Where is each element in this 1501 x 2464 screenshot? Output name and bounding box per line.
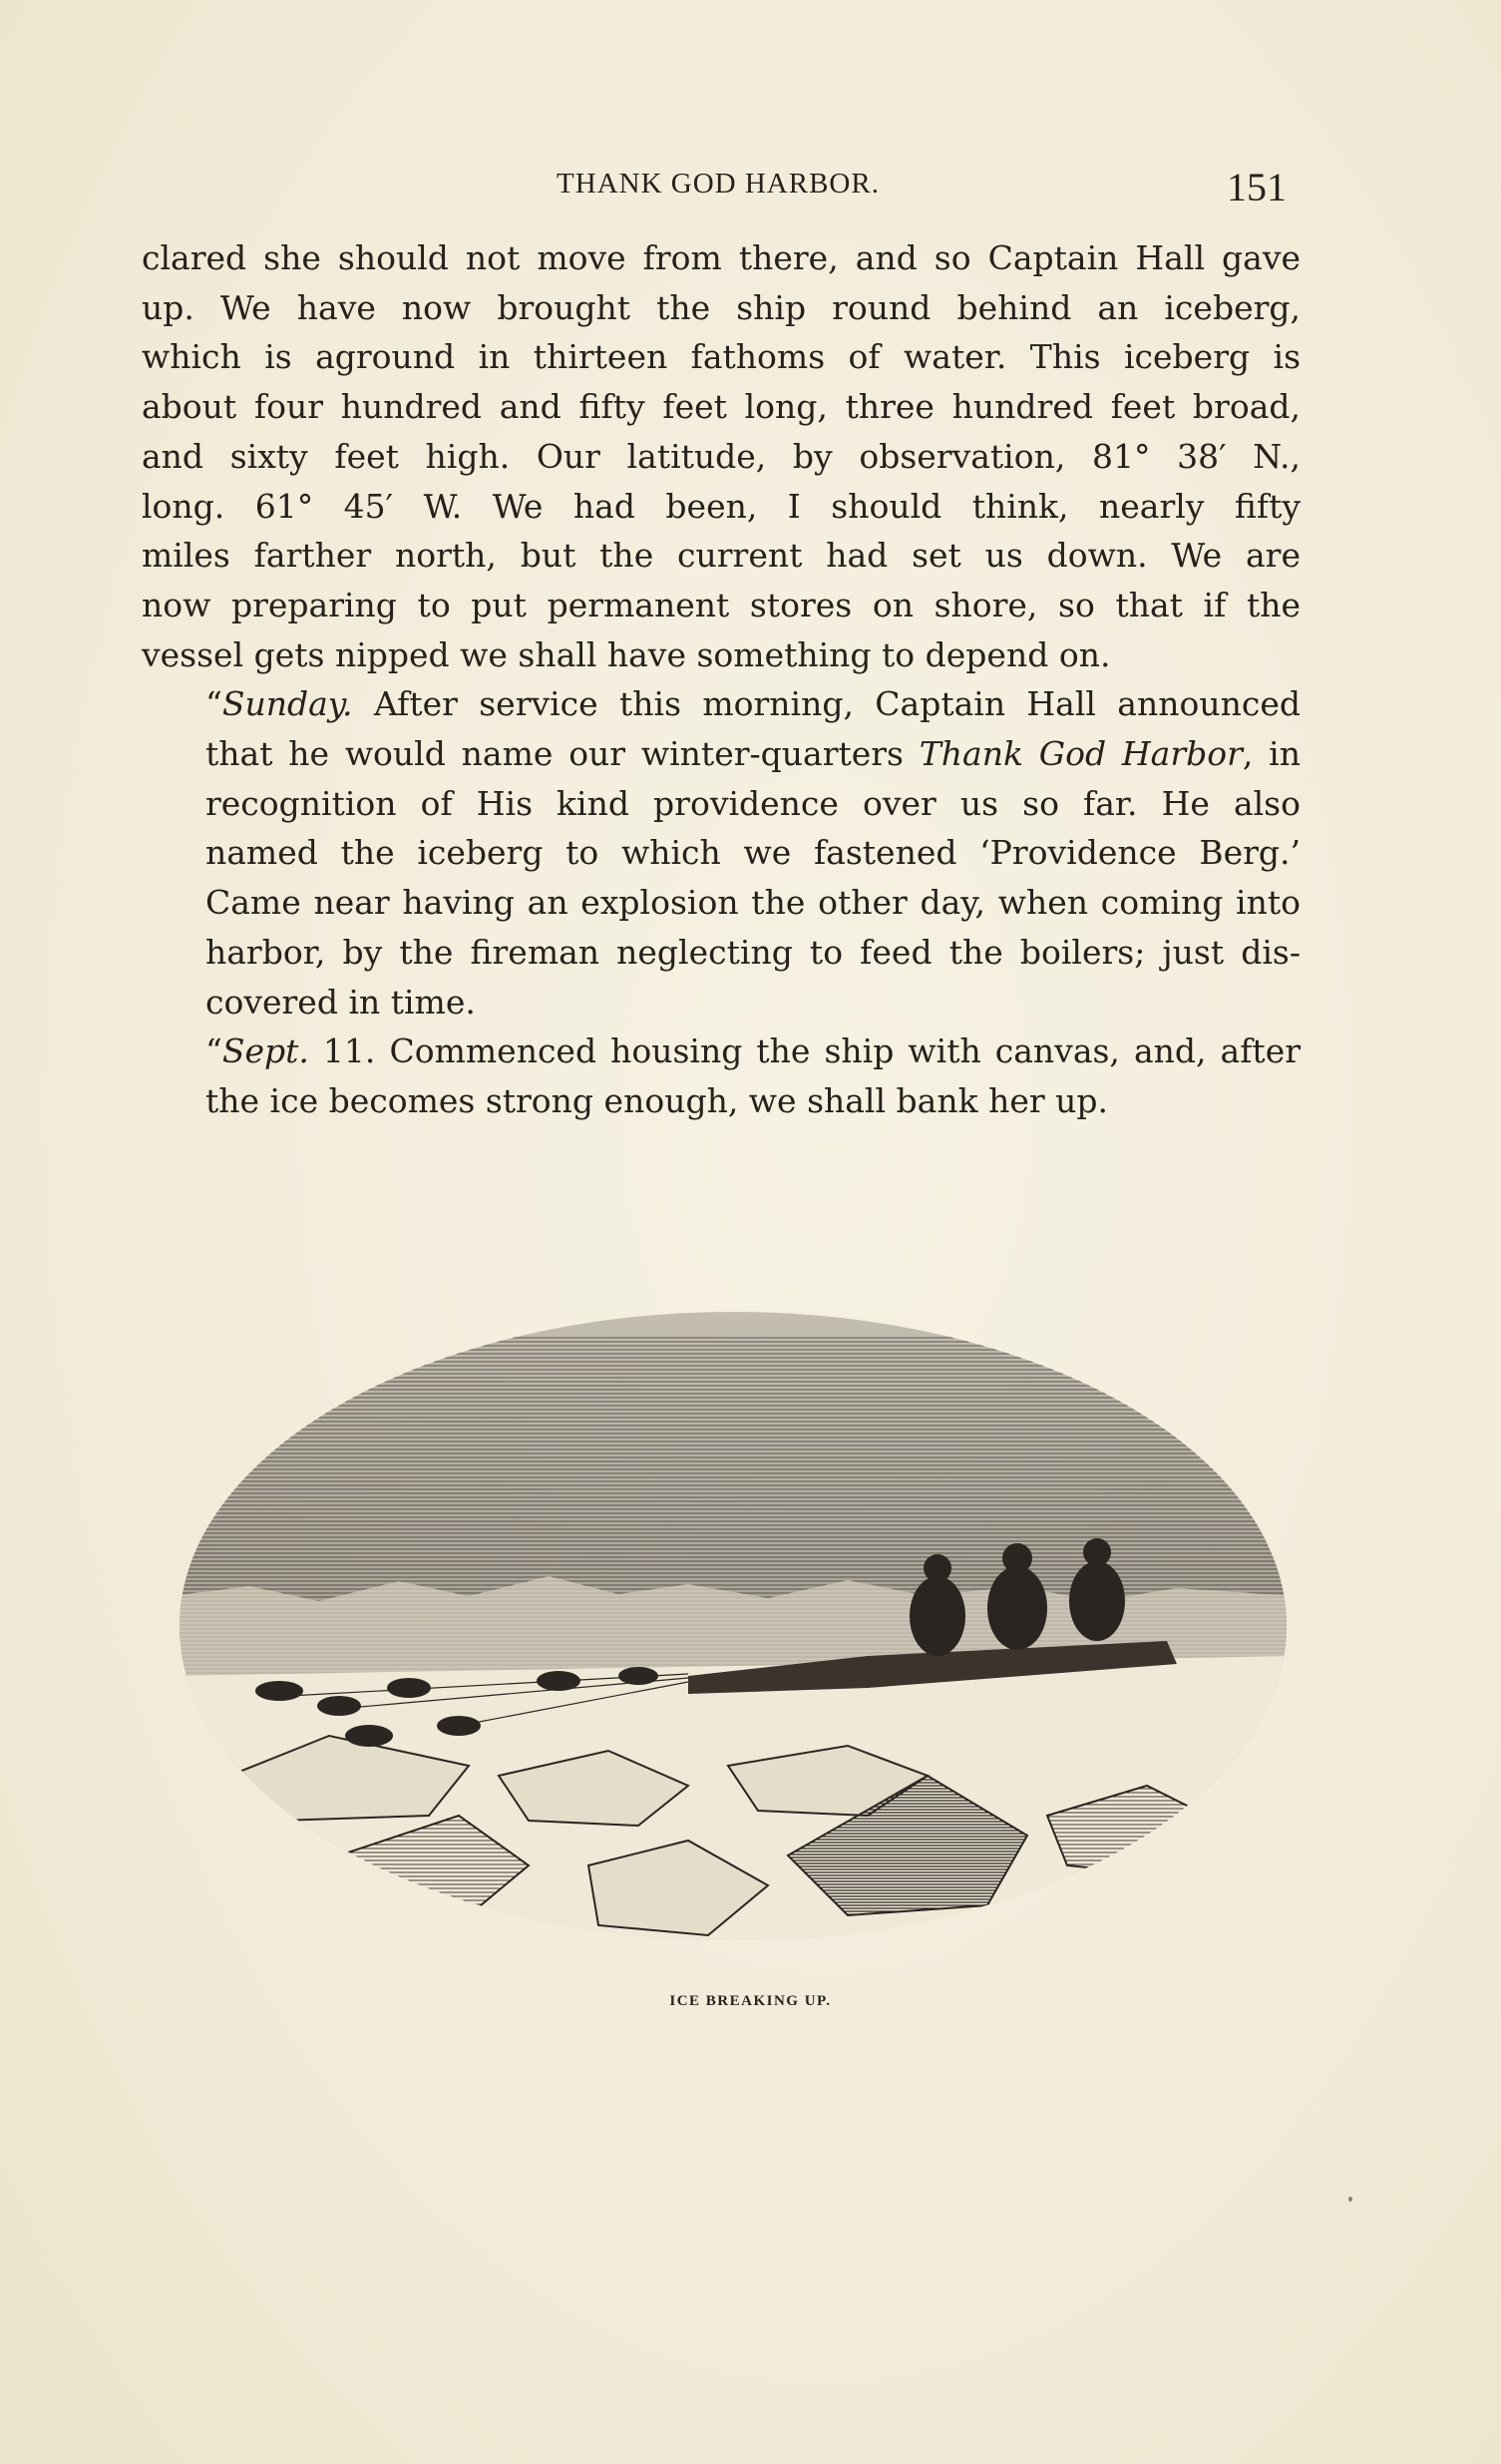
text-run: “ bbox=[205, 1031, 222, 1071]
body-text bbox=[142, 233, 1301, 1126]
italic-text: Sunday. bbox=[221, 684, 353, 724]
text-run: about four hundred and fifty feet long, three hundred feet broad, bbox=[142, 387, 1301, 427]
text-line bbox=[142, 382, 1301, 432]
text-line bbox=[142, 482, 1301, 532]
text-line bbox=[142, 630, 1301, 680]
text-run: 11. Commenced housing the ship with canvas, and, after bbox=[308, 1031, 1301, 1071]
text-run: Came near having an explosion the other day, when coming into bbox=[205, 883, 1301, 923]
italic-text: Sept. bbox=[221, 1031, 309, 1071]
text-run: vessel gets nipped we shall have something to depend on. bbox=[142, 634, 1111, 674]
text-line bbox=[142, 679, 1301, 729]
text-run: miles farther north, but the current had set us down. We are bbox=[142, 536, 1301, 576]
paragraph bbox=[142, 233, 1301, 679]
text-line bbox=[142, 729, 1301, 779]
text-line bbox=[142, 1027, 1301, 1076]
text-line bbox=[142, 928, 1301, 978]
text-run: the ice becomes strong enough, we shall bank her up. bbox=[205, 1080, 1108, 1120]
text-run: which is aground in thirteen fathoms of water. This iceberg is bbox=[142, 337, 1301, 377]
text-run: harbor, by the fireman neglecting to feed the boilers; just dis- bbox=[205, 932, 1301, 972]
text-line bbox=[142, 432, 1301, 482]
text-line bbox=[142, 581, 1301, 630]
paragraph bbox=[142, 1027, 1301, 1125]
text-run: clared she should not move from there, and so Captain Hall gave bbox=[142, 238, 1301, 277]
text-line bbox=[142, 283, 1301, 333]
text-line bbox=[142, 1076, 1301, 1126]
text-run: covered in time. bbox=[205, 982, 476, 1022]
running-title: THANK GOD HARBOR. bbox=[557, 168, 880, 200]
text-line bbox=[142, 531, 1301, 581]
text-line bbox=[142, 779, 1301, 829]
ice-breaking-engraving bbox=[170, 1297, 1297, 1975]
running-head bbox=[0, 164, 1501, 213]
text-run: that he would name our winter-quarters bbox=[205, 734, 920, 774]
text-run: , in bbox=[1242, 734, 1301, 774]
text-run: now preparing to put permanent stores on shore, so that if the bbox=[142, 585, 1301, 624]
text-line bbox=[142, 332, 1301, 382]
illustration-caption: ICE BREAKING UP. bbox=[669, 1993, 832, 2009]
italic-text: Thank God Harbor bbox=[919, 734, 1243, 774]
text-run: recognition of His kind providence over us so far. He also bbox=[205, 783, 1301, 823]
text-line bbox=[142, 233, 1301, 283]
paragraph bbox=[142, 679, 1301, 1027]
text-run: and sixty feet high. Our latitude, by observation, 81° 38′ N., bbox=[142, 436, 1301, 476]
text-run: long. 61° 45′ W. We had been, I should think, nearly fifty bbox=[142, 486, 1301, 526]
page-speck bbox=[1348, 2197, 1352, 2202]
text-line bbox=[142, 828, 1301, 878]
text-line bbox=[142, 978, 1301, 1027]
text-line bbox=[142, 878, 1301, 928]
text-run: up. We have now brought the ship round behind an iceberg, bbox=[142, 287, 1301, 327]
text-run: After service this morning, Captain Hall announced bbox=[352, 684, 1301, 724]
text-run: named the iceberg to which we fastened ‘Providence Berg.’ bbox=[205, 833, 1301, 873]
page-number: 151 bbox=[1227, 165, 1287, 209]
text-run: “ bbox=[205, 684, 222, 724]
